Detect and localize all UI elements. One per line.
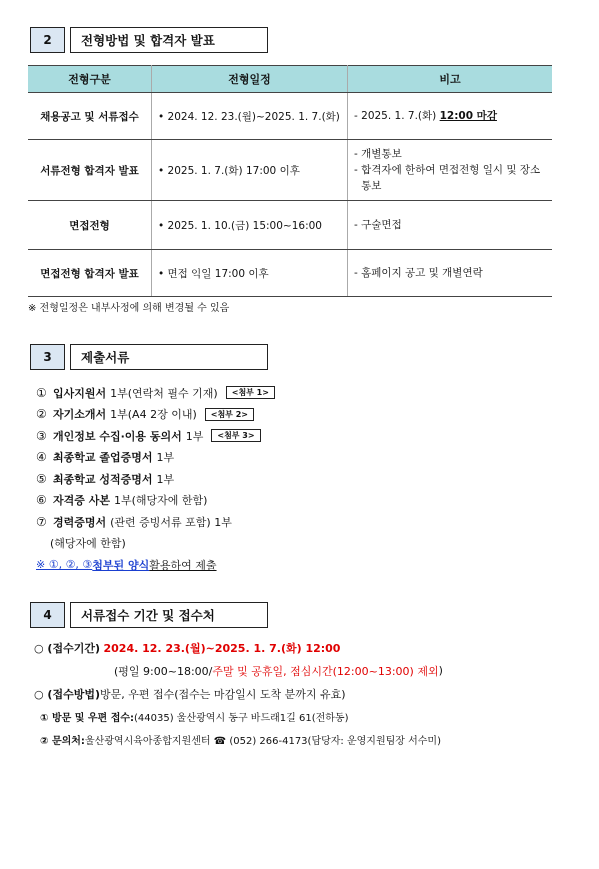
attachment-badge: <첨부 3>	[211, 429, 260, 442]
deadline-emphasis: 12:00 마감	[439, 110, 497, 122]
section-number: 3	[30, 344, 65, 370]
note-cell: - 홈페이지 공고 및 개별연락	[348, 250, 553, 297]
schedule-cell: • 2025. 1. 10.(금) 15:00~16:00	[152, 201, 348, 250]
section-title: 서류접수 기간 및 접수처	[70, 602, 268, 628]
stage-cell: 채용공고 및 서류접수	[28, 93, 152, 140]
schedule-cell: • 2025. 1. 7.(화) 17:00 이후	[152, 140, 348, 201]
section-3-header	[30, 344, 268, 370]
schedule-footnote: ※ 전형일정은 내부사정에 의해 변경될 수 있음	[28, 303, 230, 314]
schedule-table	[28, 65, 552, 297]
list-item: ⑥ 자격증 사본 1부(해당자에 한함)	[36, 493, 208, 508]
table-row	[28, 93, 552, 140]
table-row	[28, 140, 552, 201]
list-item: ① 입사지원서 1부(연락처 필수 기재) <첨부 1>	[36, 382, 275, 404]
address-line: ① 방문 및 우편 접수: (44035) 울산광역시 동구 바드래1길 61(전하동)	[40, 713, 349, 724]
section-title: 제출서류	[70, 344, 268, 370]
note-cell: - 2025. 1. 7.(화) 12:00 마감	[348, 93, 553, 140]
list-item-continuation: (해당자에 한함)	[50, 537, 126, 551]
table-header: 전형일정	[152, 66, 348, 93]
attachment-note: ※ ①, ②, ③ 첨부된 양식 활용하여 제출	[36, 558, 217, 572]
section-number: 2	[30, 27, 65, 53]
list-item: ② 자기소개서 1부(A4 2장 이내) <첨부 2>	[36, 404, 275, 426]
table-row	[28, 201, 552, 250]
section-title: 전형방법 및 합격자 발표	[70, 27, 268, 53]
table-header-row	[28, 66, 552, 93]
stage-cell: 면접전형	[28, 201, 152, 250]
attachment-badge: <첨부 2>	[205, 408, 254, 421]
section-2-header	[30, 27, 268, 53]
period-line: ○ (접수기간) 2024. 12. 23.(월)~2025. 1. 7.(화) 12:00	[34, 641, 341, 655]
reception-info	[34, 636, 443, 751]
hours-line: (평일 9:00~18:00/ 주말 및 공휴일, 점심시간(12:00~13:00) 제외 )	[114, 664, 443, 678]
list-item: ⑤ 최종학교 성적증명서 1부	[36, 471, 175, 486]
list-item: ⑦ 경력증명서 (관련 증빙서류 포함) 1부	[36, 514, 232, 529]
attachment-badge: <첨부 1>	[226, 386, 275, 399]
section-number: 4	[30, 602, 65, 628]
stage-cell: 서류전형 합격자 발표	[28, 140, 152, 201]
table-row	[28, 250, 552, 297]
note-cell: - 구술면접	[348, 201, 553, 250]
note-cell: - 개별통보 - 합격자에 한하여 면접전형 일시 및 장소 통보	[348, 140, 553, 201]
schedule-cell: • 면접 익일 17:00 이후	[152, 250, 348, 297]
method-line: ○ (접수방법) 방문, 우편 접수(접수는 마감일시 도착 분까지 유효)	[34, 687, 346, 701]
table-header: 전형구분	[28, 66, 152, 93]
section-4-header	[30, 602, 268, 628]
period-value: 2024. 12. 23.(월)~2025. 1. 7.(화) 12:00	[103, 641, 341, 655]
list-item: ④ 최종학교 졸업증명서 1부	[36, 450, 175, 465]
list-item: ③ 개인정보 수집·이용 동의서 1부 <첨부 3>	[36, 425, 275, 447]
attachment-link[interactable]: 첨부된 양식	[92, 558, 150, 572]
schedule-cell: • 2024. 12. 23.(월)~2025. 1. 7.(화)	[152, 93, 348, 140]
stage-cell: 면접전형 합격자 발표	[28, 250, 152, 297]
table-header: 비고	[348, 66, 553, 93]
documents-list	[36, 382, 275, 576]
contact-line: ② 문의처: 울산광역시육아종합지원센터 ☎ (052) 266-4173(담당자: 운영지원팀장 서수미)	[40, 736, 441, 747]
